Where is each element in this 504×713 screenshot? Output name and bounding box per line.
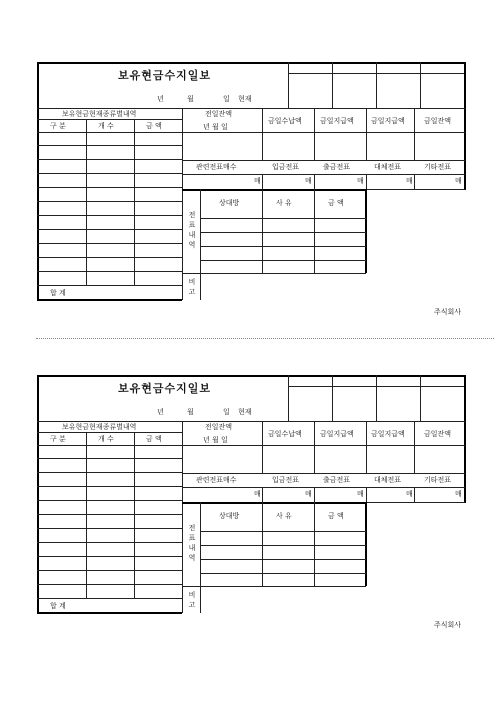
- date-day-label: 일: [223, 95, 230, 103]
- company-label: 주식회사: [434, 621, 462, 629]
- money-col-4: 금일잔액: [424, 117, 452, 125]
- unit-4: 매: [406, 490, 413, 498]
- slip-deposit: 입금전표: [272, 163, 300, 171]
- col-category: 구 분: [50, 122, 66, 130]
- total-label: 합 계: [50, 289, 66, 297]
- slip-withdrawal: 출금전표: [323, 476, 351, 484]
- detail-col-amount: 금 액: [328, 512, 344, 520]
- detail-vertical-label: 전표내역: [188, 524, 196, 562]
- cash-report-form-1: [0, 0, 504, 320]
- date-month-label: 월: [187, 95, 194, 103]
- remarks-label: 비고: [188, 278, 196, 296]
- money-col-3: 금일지급액: [371, 117, 405, 125]
- unit-4: 매: [406, 177, 413, 185]
- unit-1: 매: [254, 490, 261, 498]
- money-col-1: 금일수납액: [268, 430, 302, 438]
- detail-col-counterparty: 상대방: [219, 199, 240, 207]
- remarks-label: 비고: [188, 591, 196, 609]
- date-year-label: 년: [157, 95, 164, 103]
- unit-3: 매: [357, 177, 364, 185]
- prev-balance-label: 전일잔액: [205, 423, 233, 431]
- date-day-label: 일: [223, 408, 230, 416]
- col-category: 구 분: [50, 435, 66, 443]
- col-amount: 금 액: [146, 122, 162, 130]
- money-col-4: 금일잔액: [424, 430, 452, 438]
- total-label: 합 계: [50, 602, 66, 610]
- prev-date-label: 년 월 일: [203, 436, 228, 444]
- money-col-2: 금일지급액: [320, 430, 354, 438]
- money-col-2: 금일지급액: [320, 117, 354, 125]
- prev-balance-label: 전일잔액: [205, 110, 233, 118]
- unit-5: 매: [455, 490, 462, 498]
- slip-withdrawal: 출금전표: [323, 163, 351, 171]
- prev-date-label: 년 월 일: [203, 123, 228, 131]
- unit-2: 매: [305, 490, 312, 498]
- detail-col-counterparty: 상대방: [219, 512, 240, 520]
- slip-deposit: 입금전표: [272, 476, 300, 484]
- detail-col-amount: 금 액: [328, 199, 344, 207]
- money-col-3: 금일지급액: [371, 430, 405, 438]
- date-status-label: 현재: [238, 95, 252, 103]
- col-amount: 금 액: [146, 435, 162, 443]
- slip-transfer: 대체전표: [374, 163, 402, 171]
- cash-type-header: 보유현금현재종류별내역: [62, 110, 137, 118]
- cash-type-header: 보유현금현재종류별내역: [62, 423, 137, 431]
- col-count: 개 수: [98, 122, 114, 130]
- slips-label: 관련전표매수: [196, 163, 237, 171]
- slip-other: 기타전표: [424, 476, 452, 484]
- date-month-label: 월: [187, 408, 194, 416]
- unit-3: 매: [357, 490, 364, 498]
- slip-transfer: 대체전표: [374, 476, 402, 484]
- company-label: 주식회사: [434, 308, 462, 316]
- date-year-label: 년: [157, 408, 164, 416]
- col-count: 개 수: [98, 435, 114, 443]
- cash-report-form-2: [0, 313, 504, 633]
- date-status-label: 현재: [238, 408, 252, 416]
- form-title: 보유현금수지일보: [118, 69, 212, 82]
- unit-5: 매: [455, 177, 462, 185]
- money-col-1: 금일수납액: [268, 117, 302, 125]
- detail-col-reason: 사 유: [276, 512, 292, 520]
- unit-2: 매: [305, 177, 312, 185]
- detail-vertical-label: 전표내역: [188, 211, 196, 249]
- slip-other: 기타전표: [424, 163, 452, 171]
- unit-1: 매: [254, 177, 261, 185]
- detail-col-reason: 사 유: [276, 199, 292, 207]
- form-title: 보유현금수지일보: [118, 382, 212, 395]
- slips-label: 관련전표매수: [196, 476, 237, 484]
